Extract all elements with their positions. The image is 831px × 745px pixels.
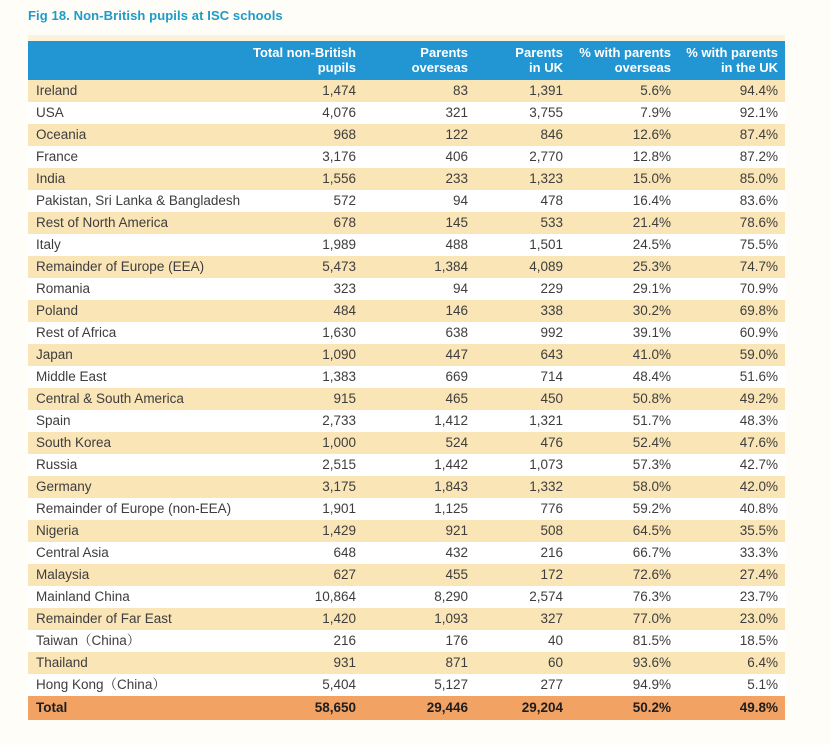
row-value: 406 bbox=[363, 146, 475, 168]
total-value: 29,204 bbox=[475, 696, 570, 720]
row-value: 1,412 bbox=[363, 410, 475, 432]
table-row bbox=[28, 212, 785, 234]
data-table bbox=[28, 41, 785, 720]
table-row bbox=[28, 300, 785, 322]
row-label: Thailand bbox=[28, 652, 248, 674]
row-value: 23.7% bbox=[678, 586, 785, 608]
row-value: 4,076 bbox=[248, 102, 363, 124]
row-value: 18.5% bbox=[678, 630, 785, 652]
row-value: 2,574 bbox=[475, 586, 570, 608]
row-value: 42.7% bbox=[678, 454, 785, 476]
row-value: 1,501 bbox=[475, 234, 570, 256]
row-label: Germany bbox=[28, 476, 248, 498]
row-value: 29.1% bbox=[570, 278, 678, 300]
row-value: 176 bbox=[363, 630, 475, 652]
row-value: 1,901 bbox=[248, 498, 363, 520]
row-label: South Korea bbox=[28, 432, 248, 454]
row-value: 2,515 bbox=[248, 454, 363, 476]
table-row bbox=[28, 146, 785, 168]
header-line: Parents bbox=[420, 45, 468, 60]
header-cell-region bbox=[28, 41, 248, 80]
table-row bbox=[28, 278, 785, 300]
row-value: 76.3% bbox=[570, 586, 678, 608]
row-value: 455 bbox=[363, 564, 475, 586]
row-label: Rest of Africa bbox=[28, 322, 248, 344]
row-label: Central & South America bbox=[28, 388, 248, 410]
row-label: Rest of North America bbox=[28, 212, 248, 234]
row-value: 1,429 bbox=[248, 520, 363, 542]
row-value: 81.5% bbox=[570, 630, 678, 652]
row-label: Malaysia bbox=[28, 564, 248, 586]
header-line: overseas bbox=[614, 60, 671, 75]
row-value: 59.0% bbox=[678, 344, 785, 366]
row-value: 48.4% bbox=[570, 366, 678, 388]
row-value: 1,090 bbox=[248, 344, 363, 366]
row-value: 277 bbox=[475, 674, 570, 696]
row-value: 15.0% bbox=[570, 168, 678, 190]
row-value: 52.4% bbox=[570, 432, 678, 454]
table-row bbox=[28, 564, 785, 586]
row-value: 77.0% bbox=[570, 608, 678, 630]
table-row bbox=[28, 168, 785, 190]
row-label: Taiwan（China） bbox=[28, 630, 248, 652]
row-value: 572 bbox=[248, 190, 363, 212]
table-row bbox=[28, 322, 785, 344]
table-row bbox=[28, 80, 785, 102]
table-row bbox=[28, 366, 785, 388]
row-value: 1,125 bbox=[363, 498, 475, 520]
total-label: Total bbox=[28, 696, 248, 720]
row-value: 12.8% bbox=[570, 146, 678, 168]
table-row bbox=[28, 520, 785, 542]
row-value: 10,864 bbox=[248, 586, 363, 608]
row-value: 33.3% bbox=[678, 542, 785, 564]
row-value: 49.2% bbox=[678, 388, 785, 410]
row-value: 21.4% bbox=[570, 212, 678, 234]
row-label: Mainland China bbox=[28, 586, 248, 608]
table-header bbox=[28, 41, 785, 80]
row-value: 432 bbox=[363, 542, 475, 564]
row-value: 2,770 bbox=[475, 146, 570, 168]
row-value: 60.9% bbox=[678, 322, 785, 344]
row-value: 338 bbox=[475, 300, 570, 322]
row-value: 69.8% bbox=[678, 300, 785, 322]
table-container bbox=[28, 35, 785, 720]
row-value: 51.7% bbox=[570, 410, 678, 432]
row-label: Remainder of Far East bbox=[28, 608, 248, 630]
table-row bbox=[28, 388, 785, 410]
row-value: 1,556 bbox=[248, 168, 363, 190]
row-value: 5,127 bbox=[363, 674, 475, 696]
row-value: 39.1% bbox=[570, 322, 678, 344]
total-value: 58,650 bbox=[248, 696, 363, 720]
row-value: 12.6% bbox=[570, 124, 678, 146]
row-value: 3,176 bbox=[248, 146, 363, 168]
row-value: 1,474 bbox=[248, 80, 363, 102]
total-value: 50.2% bbox=[570, 696, 678, 720]
row-value: 72.6% bbox=[570, 564, 678, 586]
table-row bbox=[28, 124, 785, 146]
table-body bbox=[28, 80, 785, 696]
table-row bbox=[28, 630, 785, 652]
row-value: 447 bbox=[363, 344, 475, 366]
header-line: Parents bbox=[515, 45, 563, 60]
row-value: 1,000 bbox=[248, 432, 363, 454]
row-value: 508 bbox=[475, 520, 570, 542]
row-value: 93.6% bbox=[570, 652, 678, 674]
total-row bbox=[28, 696, 785, 720]
row-value: 321 bbox=[363, 102, 475, 124]
row-value: 51.6% bbox=[678, 366, 785, 388]
row-value: 669 bbox=[363, 366, 475, 388]
row-value: 16.4% bbox=[570, 190, 678, 212]
header-cell-pct-parents-overseas bbox=[570, 41, 678, 80]
row-value: 87.2% bbox=[678, 146, 785, 168]
row-value: 57.3% bbox=[570, 454, 678, 476]
row-value: 75.5% bbox=[678, 234, 785, 256]
row-label: Middle East bbox=[28, 366, 248, 388]
row-value: 172 bbox=[475, 564, 570, 586]
row-value: 47.6% bbox=[678, 432, 785, 454]
row-value: 1,383 bbox=[248, 366, 363, 388]
row-value: 1,989 bbox=[248, 234, 363, 256]
row-label: Remainder of Europe (EEA) bbox=[28, 256, 248, 278]
row-value: 915 bbox=[248, 388, 363, 410]
table-row bbox=[28, 608, 785, 630]
table-header-row bbox=[28, 41, 785, 80]
row-label: Central Asia bbox=[28, 542, 248, 564]
row-value: 94 bbox=[363, 190, 475, 212]
row-value: 476 bbox=[475, 432, 570, 454]
table-row bbox=[28, 432, 785, 454]
header-line: % with parents bbox=[579, 45, 671, 60]
row-value: 648 bbox=[248, 542, 363, 564]
row-value: 24.5% bbox=[570, 234, 678, 256]
header-line: Total non-British bbox=[252, 45, 356, 60]
row-value: 58.0% bbox=[570, 476, 678, 498]
row-value: 48.3% bbox=[678, 410, 785, 432]
row-value: 488 bbox=[363, 234, 475, 256]
row-value: 122 bbox=[363, 124, 475, 146]
row-value: 27.4% bbox=[678, 564, 785, 586]
row-value: 638 bbox=[363, 322, 475, 344]
row-value: 94.9% bbox=[570, 674, 678, 696]
total-value: 49.8% bbox=[678, 696, 785, 720]
row-label: Nigeria bbox=[28, 520, 248, 542]
row-value: 1,630 bbox=[248, 322, 363, 344]
row-label: Italy bbox=[28, 234, 248, 256]
table-row bbox=[28, 256, 785, 278]
row-value: 323 bbox=[248, 278, 363, 300]
row-value: 627 bbox=[248, 564, 363, 586]
header-line: in the UK bbox=[720, 60, 778, 75]
row-value: 60 bbox=[475, 652, 570, 674]
row-value: 5,404 bbox=[248, 674, 363, 696]
row-value: 59.2% bbox=[570, 498, 678, 520]
row-value: 776 bbox=[475, 498, 570, 520]
row-value: 5,473 bbox=[248, 256, 363, 278]
row-value: 229 bbox=[475, 278, 570, 300]
row-value: 35.5% bbox=[678, 520, 785, 542]
row-value: 25.3% bbox=[570, 256, 678, 278]
row-value: 30.2% bbox=[570, 300, 678, 322]
row-value: 968 bbox=[248, 124, 363, 146]
row-value: 1,384 bbox=[363, 256, 475, 278]
row-value: 70.9% bbox=[678, 278, 785, 300]
row-value: 678 bbox=[248, 212, 363, 234]
row-value: 146 bbox=[363, 300, 475, 322]
row-value: 714 bbox=[475, 366, 570, 388]
row-value: 5.1% bbox=[678, 674, 785, 696]
header-line: in UK bbox=[529, 60, 563, 75]
table-row bbox=[28, 410, 785, 432]
row-label: Russia bbox=[28, 454, 248, 476]
row-value: 478 bbox=[475, 190, 570, 212]
row-value: 8,290 bbox=[363, 586, 475, 608]
row-label: Japan bbox=[28, 344, 248, 366]
row-value: 3,755 bbox=[475, 102, 570, 124]
header-cell-total-pupils bbox=[248, 41, 363, 80]
table-row bbox=[28, 586, 785, 608]
row-value: 4,089 bbox=[475, 256, 570, 278]
row-value: 450 bbox=[475, 388, 570, 410]
table-row bbox=[28, 652, 785, 674]
row-label: Remainder of Europe (non-EEA) bbox=[28, 498, 248, 520]
row-label: Hong Kong（China） bbox=[28, 674, 248, 696]
row-value: 216 bbox=[248, 630, 363, 652]
row-value: 465 bbox=[363, 388, 475, 410]
row-label: Ireland bbox=[28, 80, 248, 102]
row-value: 92.1% bbox=[678, 102, 785, 124]
row-label: Romania bbox=[28, 278, 248, 300]
row-value: 1,093 bbox=[363, 608, 475, 630]
row-value: 871 bbox=[363, 652, 475, 674]
table-row bbox=[28, 674, 785, 696]
header-cell-parents-overseas bbox=[363, 41, 475, 80]
row-value: 41.0% bbox=[570, 344, 678, 366]
row-value: 484 bbox=[248, 300, 363, 322]
row-value: 64.5% bbox=[570, 520, 678, 542]
row-value: 3,175 bbox=[248, 476, 363, 498]
row-label: India bbox=[28, 168, 248, 190]
row-value: 1,332 bbox=[475, 476, 570, 498]
row-value: 216 bbox=[475, 542, 570, 564]
row-value: 533 bbox=[475, 212, 570, 234]
header-line: % with parents bbox=[686, 45, 778, 60]
table-row bbox=[28, 454, 785, 476]
row-value: 524 bbox=[363, 432, 475, 454]
row-value: 6.4% bbox=[678, 652, 785, 674]
row-value: 1,321 bbox=[475, 410, 570, 432]
row-value: 145 bbox=[363, 212, 475, 234]
row-label: Oceania bbox=[28, 124, 248, 146]
row-value: 1,323 bbox=[475, 168, 570, 190]
row-label: Poland bbox=[28, 300, 248, 322]
row-value: 921 bbox=[363, 520, 475, 542]
row-value: 1,442 bbox=[363, 454, 475, 476]
table-row bbox=[28, 542, 785, 564]
table-row bbox=[28, 344, 785, 366]
table-row bbox=[28, 476, 785, 498]
row-value: 327 bbox=[475, 608, 570, 630]
header-line: pupils bbox=[317, 60, 356, 75]
row-value: 85.0% bbox=[678, 168, 785, 190]
total-value: 29,446 bbox=[363, 696, 475, 720]
header-cell-pct-parents-in-uk bbox=[678, 41, 785, 80]
row-value: 643 bbox=[475, 344, 570, 366]
row-value: 78.6% bbox=[678, 212, 785, 234]
table-footer bbox=[28, 696, 785, 720]
row-value: 1,420 bbox=[248, 608, 363, 630]
row-value: 94 bbox=[363, 278, 475, 300]
row-value: 233 bbox=[363, 168, 475, 190]
header-cell-parents-in-uk bbox=[475, 41, 570, 80]
row-value: 50.8% bbox=[570, 388, 678, 410]
row-value: 5.6% bbox=[570, 80, 678, 102]
header-line: overseas bbox=[411, 60, 468, 75]
row-value: 7.9% bbox=[570, 102, 678, 124]
table-row bbox=[28, 190, 785, 212]
row-value: 2,733 bbox=[248, 410, 363, 432]
table-row bbox=[28, 102, 785, 124]
row-label: Pakistan, Sri Lanka & Bangladesh bbox=[28, 190, 248, 212]
row-value: 74.7% bbox=[678, 256, 785, 278]
row-label: Spain bbox=[28, 410, 248, 432]
row-value: 66.7% bbox=[570, 542, 678, 564]
row-value: 40.8% bbox=[678, 498, 785, 520]
row-value: 83 bbox=[363, 80, 475, 102]
row-value: 992 bbox=[475, 322, 570, 344]
row-value: 40 bbox=[475, 630, 570, 652]
row-value: 1,843 bbox=[363, 476, 475, 498]
row-value: 1,073 bbox=[475, 454, 570, 476]
row-value: 83.6% bbox=[678, 190, 785, 212]
row-value: 931 bbox=[248, 652, 363, 674]
table-row bbox=[28, 234, 785, 256]
row-value: 87.4% bbox=[678, 124, 785, 146]
row-label: France bbox=[28, 146, 248, 168]
row-value: 1,391 bbox=[475, 80, 570, 102]
row-value: 42.0% bbox=[678, 476, 785, 498]
row-label: USA bbox=[28, 102, 248, 124]
figure-title: Fig 18. Non-British pupils at ISC schools bbox=[28, 8, 283, 23]
row-value: 23.0% bbox=[678, 608, 785, 630]
table-row bbox=[28, 498, 785, 520]
row-value: 94.4% bbox=[678, 80, 785, 102]
row-value: 846 bbox=[475, 124, 570, 146]
